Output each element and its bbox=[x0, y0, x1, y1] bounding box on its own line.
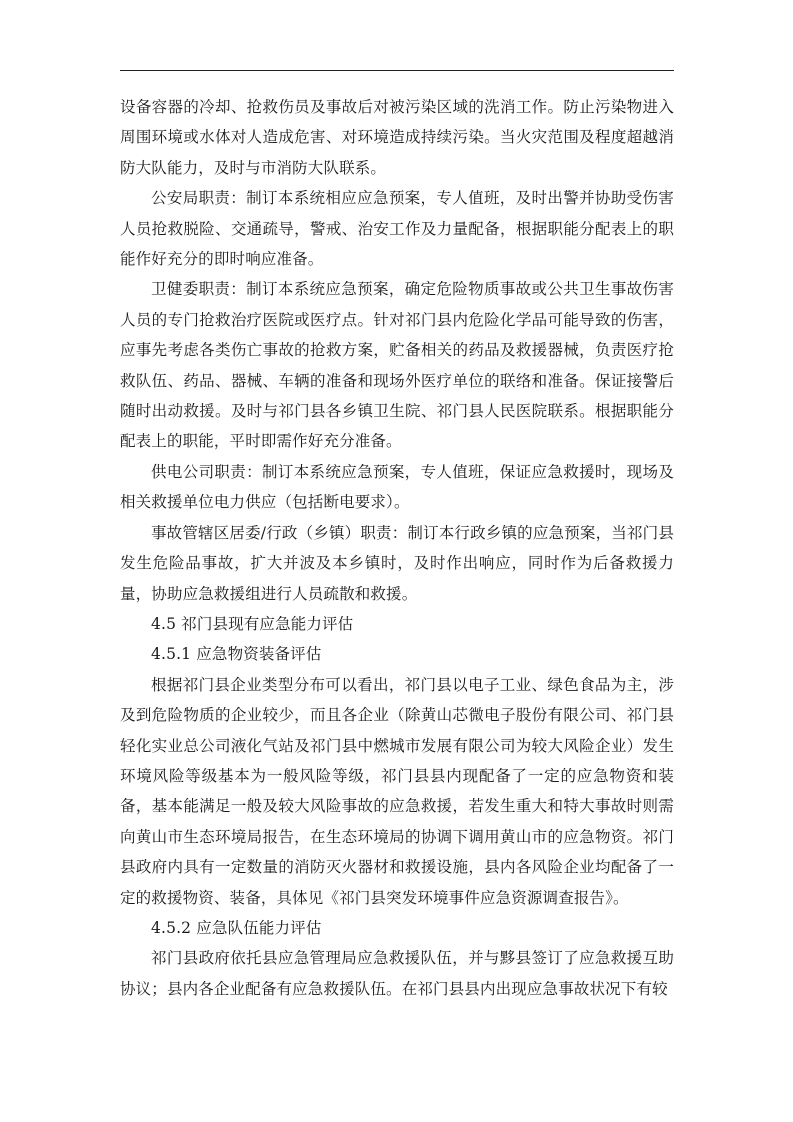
paragraph-emergency-team-assessment: 祁门县政府依托县应急管理局应急救援队伍，并与黟县签订了应急救援互助协议；县内各企业配备有应急救援队伍。在祁门县县内出现应急事故状况下有较 bbox=[120, 949, 674, 998]
document-body bbox=[120, 92, 674, 1004]
paragraph-public-security-duties: 公安局职责：制订本系统相应应急预案，专人值班，及时出警并协助受伤害人员抢救脱险、交通疏导，警戒、治安工作及力量配备，根据职能分配表上的职能作好充分的即时响应准备。 bbox=[120, 189, 674, 269]
paragraph-fire-brigade-continuation: 设备容器的冷却、抢救伤员及事故后对被污染区域的洗消工作。防止污染物进入周围环境或水体对人造成危害、对环境造成持续污染。当火灾范围及程度超越消防大队能力，及时与市消防大队联系。 bbox=[120, 98, 674, 177]
paragraph-power-company-duties: 供电公司职责：制订本系统应急预案，专人值班，保证应急救援时，现场及相关救援单位电力供应（包括断电要求）。 bbox=[120, 462, 674, 512]
paragraph-emergency-supplies-assessment: 根据祁门县企业类型分布可以看出，祁门县以电子工业、绿色食品为主，涉及到危险物质的企业较少，而且各企业（除黄山芯微电子股份有限公司、祁门县轻化实业总公司液化气站及祁门县中燃城市发展有限公司为较大风险企业）发生环境风险等级基本为一般风险等级，祁门县县内现配备了一定的应急物资和装备，基本能满足一般及较大风险事故的应急救援，若发生重大和特大事故时则需向黄山市生态环境局报告，在生态环境局的协调下调用黄山市的应急物资。祁门县政府内具有一定数量的消防灭火器材和救援设施，县内各风险企业均配备了一定的救援物资、装备，具体见《祁门县突发环境事件应急资源调查报告》。 bbox=[120, 675, 674, 907]
header-rule bbox=[120, 70, 674, 71]
paragraph-township-duties: 事故管辖区居委/行政（乡镇）职责：制订本行政乡镇的应急预案，当祁门县发生危险品事故，扩大并波及本乡镇时，及时作出响应，同时作为后备救援力量，协助应急救援组进行人员疏散和救援。 bbox=[120, 523, 674, 603]
section-heading-4-5-1: 4.5.1 应急物资装备评估 bbox=[151, 645, 322, 664]
section-heading-4-5-2: 4.5.2 应急队伍能力评估 bbox=[151, 918, 322, 937]
paragraph-health-commission-duties: 卫健委职责：制订本系统应急预案，确定危险物质事故或公共卫生事故伤害人员的专门抢救治疗医院或医疗点。针对祁门县内危险化学品可能导致的伤害，应事先考虑各类伤亡事故的抢救方案，贮备相关的药品及救援器械，负责医疗抢救队伍、药品、器械、车辆的准备和现场外医疗单位的联络和准备。保证接警后随时出动救援。及时与祁门县各乡镇卫生院、祁门县人民医院联系。根据职能分配表上的职能，平时即需作好充分准备。 bbox=[120, 280, 674, 451]
section-heading-4-5: 4.5 祁门县现有应急能力评估 bbox=[151, 614, 354, 633]
